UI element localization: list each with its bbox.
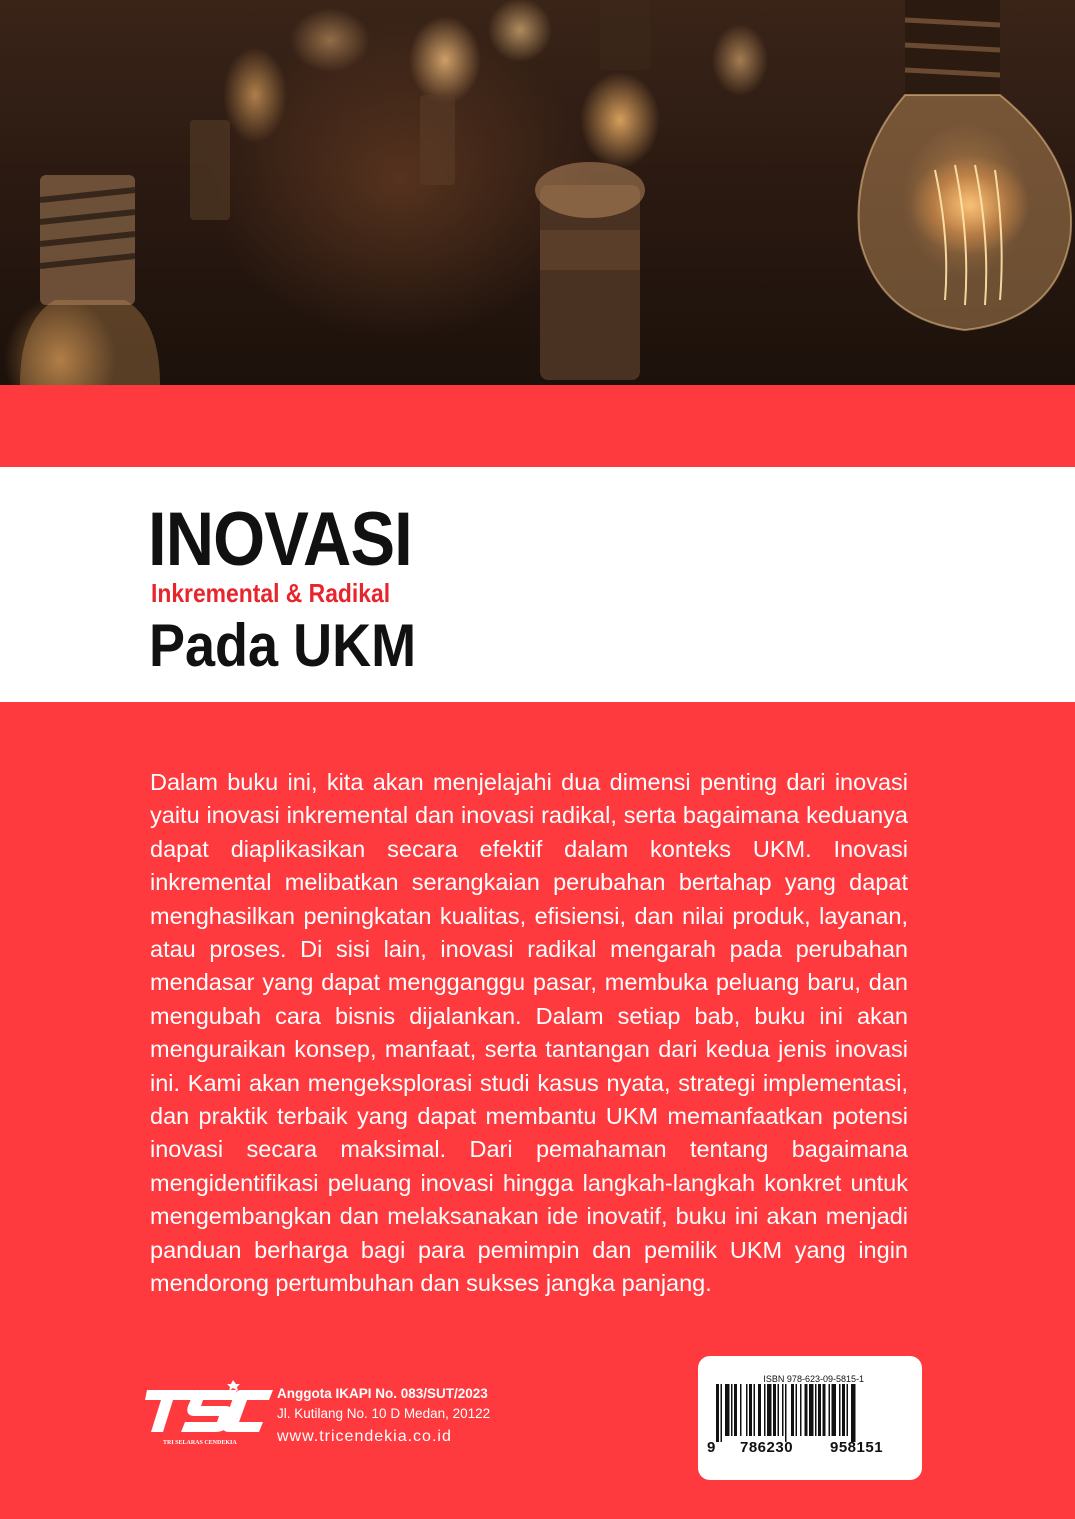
publisher-address: Jl. Kutilang No. 10 D Medan, 20122 bbox=[277, 1406, 491, 1421]
barcode-icon bbox=[716, 1384, 900, 1442]
book-description: Dalam buku ini, kita akan menjelajahi dua dimensi penting dari inovasi yaitu inovasi inkremental dan inovasi radikal, serta bagaimana keduanya dapat diaplikasikan secara efektif dalam konteks UKM. Inovasi inkremental melibatkan serangkaian perubahan bertahap yang dapat menghasilkan peningkatan kualitas, efisiensi, dan nilai produk, layanan, atau proses. Di sisi lain, inovasi radikal mengarah pada perubahan mendasar yang dapat mengganggu pasar, membuka peluang baru, dan mengubah cara bisnis dijalankan. Dalam setiap bab, buku ini akan menguraikan konsep, manfaat, serta tantangan dari kedua jenis inovasi ini. Kami akan mengeksplorasi studi kasus nyata, strategi implementasi, dan praktik terbaik yang dapat membantu UKM memanfaatkan potensi inovasi secara maksimal. Dari pemahaman tentang bagaimana mengidentifikasi peluang inovasi hingga langkah-langkah konkret untuk mengembangkan dan melaksanakan ide inovatif, buku ini akan menjadi panduan berharga bagi para pemimpin dan pemilik UKM yang ingin mendorong pertumbuhan dan sukses jangka panjang. bbox=[150, 769, 908, 1297]
isbn-digits-left: 786230 bbox=[740, 1439, 794, 1456]
ikapi-membership: Anggota IKAPI No. 083/SUT/2023 bbox=[277, 1386, 488, 1401]
isbn-digits-right: 958151 bbox=[830, 1439, 884, 1456]
title-inovasi: INOVASI bbox=[148, 497, 412, 582]
publisher-info bbox=[277, 1384, 490, 1450]
publisher-logo-subtext: TRI SELARAS CENDEKIA bbox=[163, 1440, 237, 1446]
publisher-website: www.tricendekia.co.id bbox=[277, 1428, 452, 1445]
subtitle-inkremental-radikal: Inkremental & Radikal bbox=[151, 578, 391, 608]
isbn-label: ISBN 978-623-09-5815-1 bbox=[763, 1374, 864, 1384]
publisher-logo-icon bbox=[145, 1376, 273, 1448]
red-band-top bbox=[0, 385, 1075, 467]
light-bulb-photo-icon bbox=[0, 0, 1075, 385]
isbn-digit-first: 9 bbox=[707, 1439, 716, 1456]
light-bulbs-photo bbox=[0, 0, 1075, 385]
title-pada-ukm: Pada UKM bbox=[149, 612, 417, 679]
